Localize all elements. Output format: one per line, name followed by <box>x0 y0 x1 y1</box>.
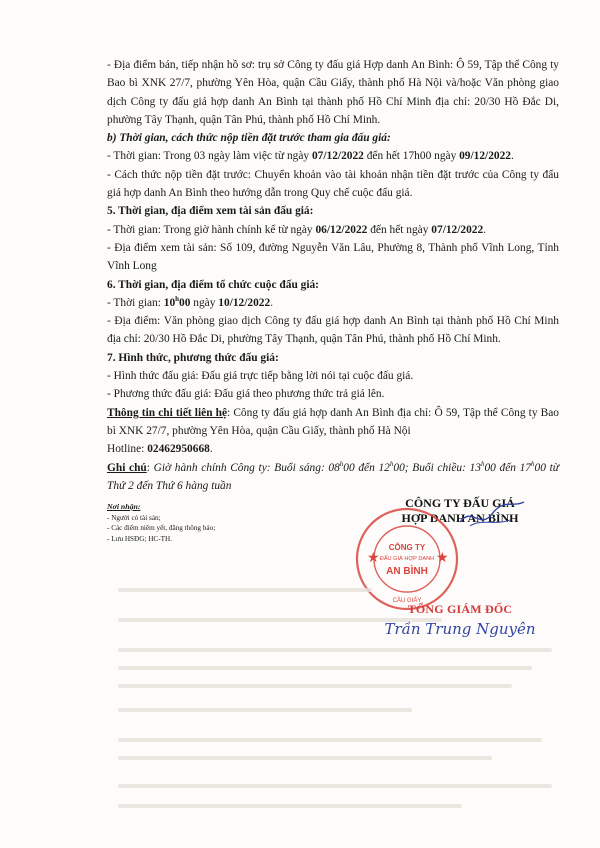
recipients-list <box>107 502 307 544</box>
recipient-item: - Các điểm niêm yết, đăng thông báo; <box>107 524 216 532</box>
section-6-heading: 6. Thời gian, địa điểm tổ chức cuộc đấu giá: <box>107 278 319 291</box>
deposit-time-paragraph: - Thời gian: Trong 03 ngày làm việc từ ngày 07/12/2022 đến hết 17h00 ngày 09/12/2022. <box>107 150 514 163</box>
viewing-location-paragraph: - Địa điểm xem tài sản: Số 109, đường Nguyễn Văn Lâu, Phường 8, Thành phố Vĩnh Long, Tỉnh Vĩnh Long <box>107 241 559 273</box>
recipients-title: Nơi nhận: <box>107 502 141 511</box>
handwritten-scribble-icon <box>450 496 530 536</box>
deposit-heading: b) Thời gian, cách thức nộp tiền đặt trước tham gia đấu giá: <box>107 132 391 145</box>
viewing-time-paragraph: - Thời gian: Trong giờ hành chính kể từ ngày 06/12/2022 đến hết ngày 07/12/2022. <box>107 223 487 236</box>
company-name-line-2: HỢP DANH AN BÌNH <box>401 511 519 525</box>
stamp-line-name: AN BÌNH <box>386 566 428 577</box>
sale-location-paragraph: - Địa điểm bán, tiếp nhận hồ sơ: trụ sở Công ty đấu giá Hợp danh An Bình: Ô 59, Tập thể Công ty Bao bì XNK 27/7, phường Yên Hòa, quận Cầu Giấy, thành phố Hà Nội và/hoặc Văn phòng giao dịch Công ty đấu giá hợp danh An Bình tại thành phố Hồ Chí Minh địa chỉ: 20/30 Hồ Đắc Di, phường Tây Thạnh, quận Tân Phú, thành phố Hồ Chí Minh. <box>107 59 559 126</box>
document-body <box>107 56 559 495</box>
stamp-star-icon: ★ <box>436 549 449 565</box>
auction-time-paragraph: - Thời gian: 10$^h$00 ngày 10/12/2022. <box>107 295 274 309</box>
director-title: TỔNG GIÁM ĐỐC <box>407 602 513 616</box>
note-paragraph: Ghi chú: Giờ hành chính Công ty: Buổi sáng: 08$^h$00 đến 12$^h$00; Buổi chiều: 13$^h$00 đến 17$^h$00 từ Thứ 2 đến Thứ 6 hàng tuần <box>107 459 559 492</box>
stamp-line-middle: ĐẤU GIÁ HỢP DANH <box>379 556 435 562</box>
stamp-line-top: CÔNG TY <box>388 543 426 552</box>
auction-location-paragraph: - Địa điểm: Văn phòng giao dịch Công ty đấu giá hợp danh An Bình tại thành phố Hồ Chí Minh địa chỉ: 20/30 Hồ Đắc Di, phường Tây Thạnh, quận Tân Phú, thành phố Hồ Chí Minh. <box>107 315 559 346</box>
faint-bleed-through-text-icon <box>110 560 570 820</box>
deposit-method-paragraph: - Cách thức nộp tiền đặt trước: Chuyển khoản vào tài khoản nhận tiền đặt trước của Công ty đấu giá hợp danh An Bình theo hướng dẫn trong Quy chế cuộc đấu giá. <box>107 168 559 200</box>
recipient-item: - Lưu HSĐG; HC-TH. <box>107 534 172 543</box>
auction-form-paragraph: - Hình thức đấu giá: Đấu giá trực tiếp bằng lời nói tại cuộc đấu giá. <box>107 370 414 383</box>
hotline-number: 02462950668 <box>147 443 210 456</box>
contact-label: Thông tin chi tiết liên hệ <box>107 406 228 419</box>
contact-paragraph: Thông tin chi tiết liên hệ: Công ty đấu giá hợp danh An Bình địa chỉ: Ô 59, Tập thể Công ty Bao bì XNK 27/7, phường Yên Hòa, quận Cầu Giấy, thành phố Hà Nội <box>107 406 559 437</box>
stamp-star-icon: ★ <box>367 549 380 565</box>
company-name-line-1: CÔNG TY ĐẤU GIÁ <box>405 496 515 510</box>
signer-name: Trần Trung Nguyên <box>384 620 536 638</box>
stamp-ring-text: CẦU GIẤY <box>392 598 422 604</box>
hotline-paragraph: Hotline: 02462950668. <box>107 443 213 456</box>
section-7-heading: 7. Hình thức, phương thức đấu giá: <box>107 351 279 364</box>
recipient-item: - Người có tài sản; <box>107 513 161 522</box>
signature-block <box>340 496 580 638</box>
note-label: Ghi chú <box>107 461 147 474</box>
auction-method-paragraph: - Phương thức đấu giá: Đấu giá theo phương thức trả giá lên. <box>107 388 385 401</box>
section-5-heading: 5. Thời gian, địa điểm xem tài sản đấu giá: <box>107 205 314 218</box>
